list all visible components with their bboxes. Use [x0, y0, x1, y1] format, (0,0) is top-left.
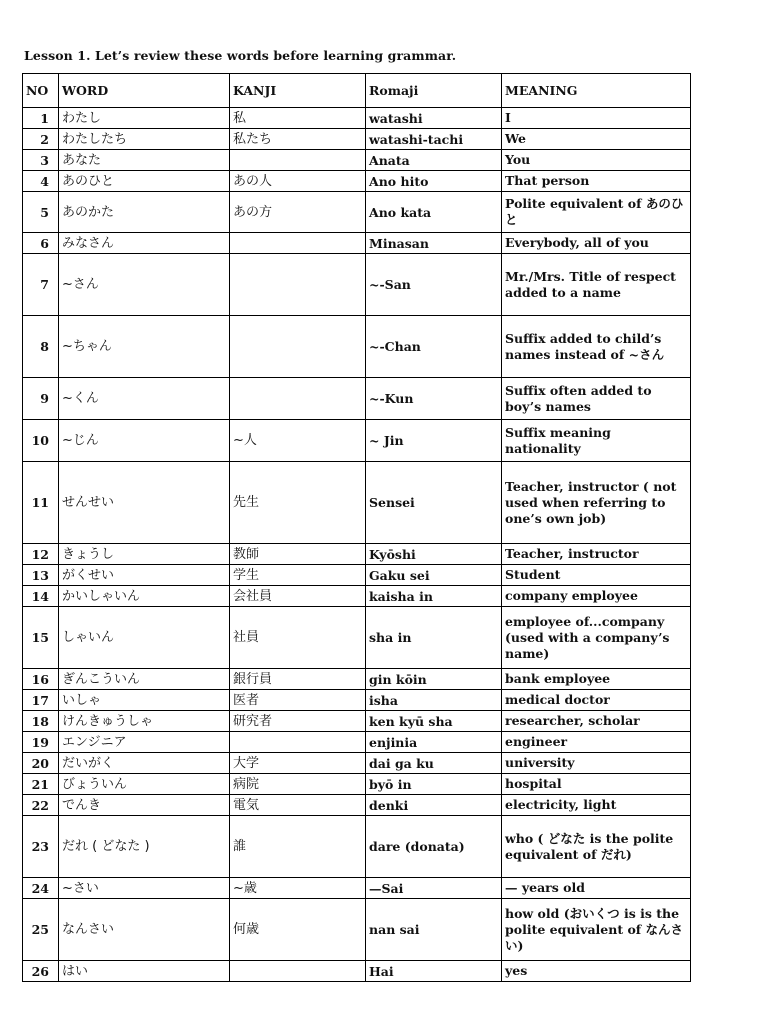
cell-meaning: how old (おいくつ is is the polite equivalent of なんさい) [502, 899, 691, 961]
cell-romaji: ~-San [366, 254, 502, 316]
cell-romaji: Kyōshi [366, 544, 502, 565]
cell-word: だいがく [59, 753, 230, 774]
cell-romaji: byō in [366, 774, 502, 795]
table-row [23, 544, 691, 565]
cell-romaji: ~-Kun [366, 378, 502, 420]
table-row [23, 690, 691, 711]
cell-kanji [230, 316, 366, 378]
cell-no: 19 [23, 732, 59, 753]
cell-word: なんさい [59, 899, 230, 961]
cell-word: けんきゅうしゃ [59, 711, 230, 732]
cell-meaning: I [502, 108, 691, 129]
cell-meaning: Suffix often added to boy’s names [502, 378, 691, 420]
cell-word: あのかた [59, 192, 230, 233]
table-row [23, 878, 691, 899]
cell-meaning: yes [502, 961, 691, 982]
cell-kanji: 銀行員 [230, 669, 366, 690]
cell-no: 18 [23, 711, 59, 732]
cell-meaning: Teacher, instructor ( not used when referring to one’s own job) [502, 462, 691, 544]
cell-meaning: university [502, 753, 691, 774]
table-row [23, 108, 691, 129]
cell-romaji: watashi [366, 108, 502, 129]
cell-romaji: enjinia [366, 732, 502, 753]
cell-meaning: company employee [502, 586, 691, 607]
table-row [23, 607, 691, 669]
table-row [23, 899, 691, 961]
cell-romaji: gin kōin [366, 669, 502, 690]
cell-word: だれ ( どなた ) [59, 816, 230, 878]
table-row [23, 961, 691, 982]
cell-meaning: Mr./Mrs. Title of respect added to a name [502, 254, 691, 316]
cell-romaji: Minasan [366, 233, 502, 254]
cell-no: 22 [23, 795, 59, 816]
cell-word: エンジニア [59, 732, 230, 753]
cell-no: 6 [23, 233, 59, 254]
cell-word: はい [59, 961, 230, 982]
cell-kanji: あの人 [230, 171, 366, 192]
cell-romaji: sha in [366, 607, 502, 669]
cell-kanji [230, 732, 366, 753]
cell-no: 4 [23, 171, 59, 192]
cell-kanji: 研究者 [230, 711, 366, 732]
cell-meaning: who ( どなた is the polite equivalent of だれ) [502, 816, 691, 878]
table-row [23, 586, 691, 607]
cell-meaning: researcher, scholar [502, 711, 691, 732]
cell-no: 5 [23, 192, 59, 233]
table-row [23, 816, 691, 878]
cell-meaning: bank employee [502, 669, 691, 690]
cell-kanji: 私 [230, 108, 366, 129]
cell-no: 17 [23, 690, 59, 711]
cell-word: せんせい [59, 462, 230, 544]
cell-meaning: employee of...company (used with a company’s name) [502, 607, 691, 669]
header-word: WORD [59, 74, 230, 108]
table-row [23, 420, 691, 462]
cell-kanji: 会社員 [230, 586, 366, 607]
table-row [23, 565, 691, 586]
cell-no: 14 [23, 586, 59, 607]
cell-no: 13 [23, 565, 59, 586]
cell-word: ~さん [59, 254, 230, 316]
cell-kanji [230, 150, 366, 171]
cell-meaning: Polite equivalent of あのひと [502, 192, 691, 233]
cell-no: 2 [23, 129, 59, 150]
cell-no: 21 [23, 774, 59, 795]
cell-word: ~ちゃん [59, 316, 230, 378]
cell-romaji: Sensei [366, 462, 502, 544]
cell-kanji [230, 233, 366, 254]
cell-meaning: You [502, 150, 691, 171]
cell-no: 11 [23, 462, 59, 544]
cell-kanji: 病院 [230, 774, 366, 795]
cell-romaji: dare (donata) [366, 816, 502, 878]
cell-meaning: Suffix added to child’s names instead of ~さん [502, 316, 691, 378]
cell-romaji: Ano hito [366, 171, 502, 192]
cell-word: あのひと [59, 171, 230, 192]
cell-no: 25 [23, 899, 59, 961]
cell-meaning: Student [502, 565, 691, 586]
cell-kanji: 私たち [230, 129, 366, 150]
table-row [23, 129, 691, 150]
vocabulary-table [22, 73, 691, 982]
table-row [23, 795, 691, 816]
table-row [23, 233, 691, 254]
cell-meaning: electricity, light [502, 795, 691, 816]
cell-meaning: engineer [502, 732, 691, 753]
cell-no: 26 [23, 961, 59, 982]
cell-kanji: あの方 [230, 192, 366, 233]
cell-kanji: ~歳 [230, 878, 366, 899]
cell-meaning: Everybody, all of you [502, 233, 691, 254]
cell-kanji: 何歳 [230, 899, 366, 961]
cell-word: ~さい [59, 878, 230, 899]
cell-meaning: medical doctor [502, 690, 691, 711]
cell-word: でんき [59, 795, 230, 816]
cell-no: 16 [23, 669, 59, 690]
cell-no: 3 [23, 150, 59, 171]
cell-kanji: 先生 [230, 462, 366, 544]
cell-word: わたし [59, 108, 230, 129]
cell-meaning: That person [502, 171, 691, 192]
cell-romaji: denki [366, 795, 502, 816]
cell-word: がくせい [59, 565, 230, 586]
cell-kanji [230, 378, 366, 420]
cell-kanji: 学生 [230, 565, 366, 586]
cell-word: わたしたち [59, 129, 230, 150]
header-meaning: MEANING [502, 74, 691, 108]
cell-kanji: 社員 [230, 607, 366, 669]
cell-meaning: — years old [502, 878, 691, 899]
table-header-row [23, 74, 691, 108]
table-row [23, 462, 691, 544]
header-romaji: Romaji [366, 74, 502, 108]
cell-no: 8 [23, 316, 59, 378]
cell-romaji: isha [366, 690, 502, 711]
vocabulary-table-body [23, 74, 691, 982]
cell-romaji: Anata [366, 150, 502, 171]
cell-meaning: hospital [502, 774, 691, 795]
cell-no: 23 [23, 816, 59, 878]
cell-no: 15 [23, 607, 59, 669]
table-row [23, 669, 691, 690]
cell-word: みなさん [59, 233, 230, 254]
cell-no: 10 [23, 420, 59, 462]
cell-kanji: 教師 [230, 544, 366, 565]
cell-kanji [230, 254, 366, 316]
table-row [23, 171, 691, 192]
cell-word: ~くん [59, 378, 230, 420]
table-row [23, 711, 691, 732]
header-no: NO [23, 74, 59, 108]
cell-kanji: 誰 [230, 816, 366, 878]
table-row [23, 753, 691, 774]
cell-romaji: ken kyū sha [366, 711, 502, 732]
cell-no: 12 [23, 544, 59, 565]
cell-romaji: nan sai [366, 899, 502, 961]
table-row [23, 774, 691, 795]
cell-romaji: Hai [366, 961, 502, 982]
cell-word: いしゃ [59, 690, 230, 711]
table-row [23, 316, 691, 378]
table-row [23, 150, 691, 171]
cell-word: しゃいん [59, 607, 230, 669]
table-row [23, 254, 691, 316]
cell-kanji [230, 961, 366, 982]
cell-no: 1 [23, 108, 59, 129]
cell-word: きょうし [59, 544, 230, 565]
cell-kanji: 医者 [230, 690, 366, 711]
cell-meaning: Teacher, instructor [502, 544, 691, 565]
cell-word: びょういん [59, 774, 230, 795]
cell-word: あなた [59, 150, 230, 171]
lesson-heading: Lesson 1. Let’s review these words before learning grammar. [24, 48, 457, 63]
cell-romaji: watashi-tachi [366, 129, 502, 150]
cell-kanji: ~人 [230, 420, 366, 462]
cell-no: 20 [23, 753, 59, 774]
table-row [23, 732, 691, 753]
cell-romaji: dai ga ku [366, 753, 502, 774]
cell-word: ~じん [59, 420, 230, 462]
cell-romaji: ~-Chan [366, 316, 502, 378]
header-kanji: KANJI [230, 74, 366, 108]
cell-romaji: kaisha in [366, 586, 502, 607]
cell-romaji: ~ Jin [366, 420, 502, 462]
cell-romaji: Gaku sei [366, 565, 502, 586]
table-row [23, 192, 691, 233]
cell-meaning: Suffix meaning nationality [502, 420, 691, 462]
cell-romaji: —Sai [366, 878, 502, 899]
cell-kanji: 大学 [230, 753, 366, 774]
cell-romaji: Ano kata [366, 192, 502, 233]
cell-no: 24 [23, 878, 59, 899]
cell-no: 7 [23, 254, 59, 316]
cell-meaning: We [502, 129, 691, 150]
cell-word: かいしゃいん [59, 586, 230, 607]
cell-no: 9 [23, 378, 59, 420]
cell-word: ぎんこういん [59, 669, 230, 690]
cell-kanji: 電気 [230, 795, 366, 816]
table-row [23, 378, 691, 420]
